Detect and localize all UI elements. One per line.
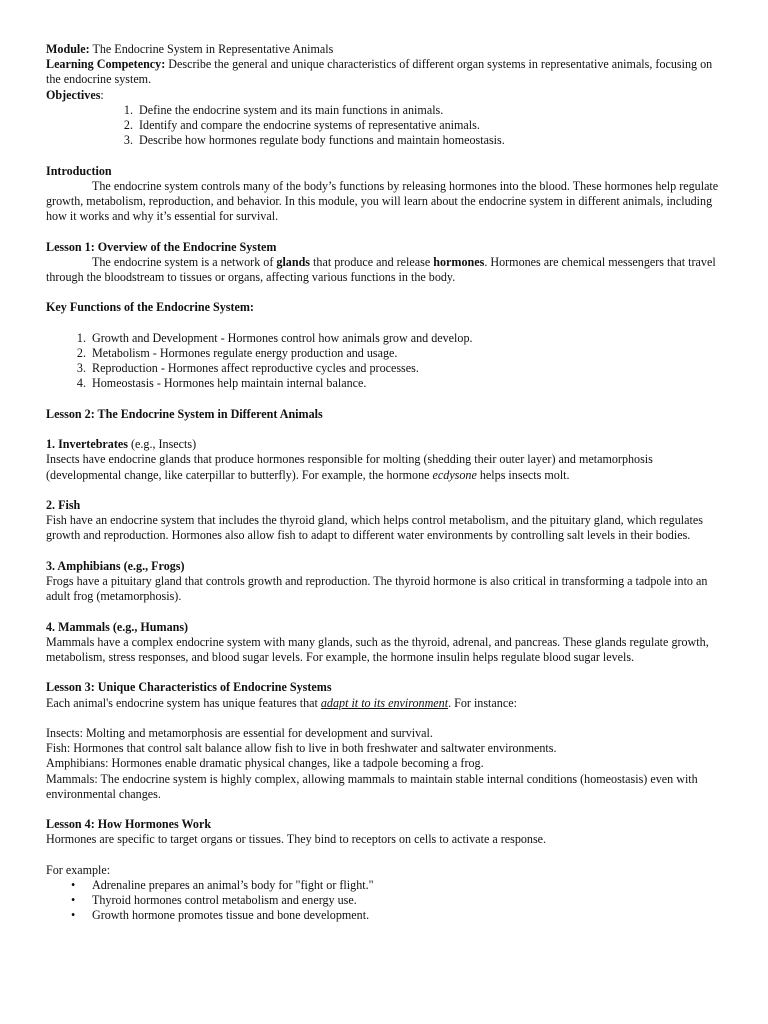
competency-label: Learning Competency: [46, 57, 166, 72]
list-text: Identify and compare the endocrine systems of representative animals. [139, 118, 480, 133]
list-item [46, 878, 722, 893]
list-number: 4. [76, 376, 86, 391]
invertebrates-heading-rest: (e.g., Insects) [127, 437, 197, 452]
list-item [46, 346, 722, 361]
list-text: Describe how hormones regulate body functions and maintain homeostasis. [139, 133, 505, 148]
lesson3-heading [46, 680, 722, 695]
module-line [46, 42, 722, 57]
lesson3-line-amphibians: Amphibians: Hormones enable dramatic physical changes, like a tadpole becoming a frog. [46, 756, 484, 771]
list-text: Growth hormone promotes tissue and bone development. [92, 908, 370, 923]
lesson1-text-2: that produce and release [310, 254, 434, 269]
lesson3-text-1: Each animal's endocrine system has unique features that [46, 695, 321, 710]
key-functions-heading-text: Key Functions of the Endocrine System: [46, 300, 254, 315]
lesson1-bold-hormones: hormones [433, 254, 485, 269]
objectives-list [46, 103, 722, 149]
list-item [46, 361, 722, 376]
list-item [46, 908, 722, 923]
objectives-label: Objectives [46, 87, 101, 102]
lesson1-text-3: . Hormones are chemical messengers that travel through the bloodstream to tissues or organs, affecting various functions in the body. [46, 254, 716, 285]
bullet-icon: • [71, 877, 76, 892]
mammals-heading [46, 620, 722, 635]
lesson4-heading-text: Lesson 4: How Hormones Work [46, 817, 212, 832]
lesson2-heading [46, 407, 722, 422]
list-item [46, 103, 722, 118]
lesson1-heading-text: Lesson 1: Overview of the Endocrine System [46, 239, 277, 254]
list-item [46, 893, 722, 908]
invertebrates-text-1: Insects have endocrine glands that produce hormones responsible for molting (shedding their outer layer) and metamorphosis (developmental change, like caterpillar to butterfly). For example, the hormone [46, 452, 653, 482]
list-text: Adrenaline prepares an animal’s body for "fight or flight." [92, 877, 374, 892]
list-number: 3. [76, 361, 86, 376]
competency-text: Describe the general and unique characteristics of different organ systems in representative animals, focusing on the endocrine system. [46, 57, 713, 87]
intro-heading-text: Introduction [46, 163, 112, 178]
lesson3-line-fish: Fish: Hormones that control salt balance allow fish to live in both freshwater and saltwater environments. [46, 741, 557, 756]
list-number: 1. [76, 330, 86, 345]
lesson4-heading [46, 817, 722, 832]
lesson3-line-insects: Insects: Molting and metamorphosis are essential for development and survival. [46, 725, 433, 740]
list-text: Define the endocrine system and its main functions in animals. [139, 102, 444, 117]
list-text: Homeostasis - Hormones help maintain internal balance. [92, 376, 367, 391]
invertebrates-text-2: helps insects molt. [476, 467, 570, 482]
adapt-environment-link[interactable]: adapt it to its environment [320, 695, 449, 710]
list-number: 3. [123, 133, 133, 148]
key-functions-list [46, 331, 722, 392]
intro-heading [46, 164, 722, 179]
example-bullets [46, 878, 722, 924]
bullet-icon: • [71, 908, 76, 923]
key-functions-heading [46, 300, 722, 315]
mammals-heading-text: 4. Mammals (e.g., Humans) [46, 619, 189, 634]
objectives-colon: : [100, 87, 104, 102]
lesson3-heading-text: Lesson 3: Unique Characteristics of Endocrine Systems [46, 680, 332, 695]
list-number: 1. [123, 102, 133, 117]
invertebrates-heading-bold: 1. Invertebrates [46, 437, 128, 452]
list-item [46, 118, 722, 133]
lesson1-text-1: The endocrine system is a network of [92, 254, 277, 269]
amphibians-heading-text: 3. Amphibians (e.g., Frogs) [46, 558, 185, 573]
amphibians-paragraph: Frogs have a pituitary gland that controls growth and reproduction. The thyroid hormone is also critical in transforming a tadpole into an adult frog (metamorphosis). [46, 573, 708, 604]
list-item [46, 376, 722, 391]
invertebrates-paragraph [46, 452, 722, 482]
example-label: For example: [46, 862, 111, 877]
lesson4-paragraph: Hormones are specific to target organs or tissues. They bind to receptors on cells to activate a response. [46, 832, 547, 847]
mammals-paragraph: Mammals have a complex endocrine system with many glands, such as the thyroid, adrenal, and pancreas. These glands regulate growth, metabolism, stress responses, and blood sugar levels. For example, the hormone insulin helps regulate blood sugar levels. [46, 634, 709, 664]
list-item [46, 133, 722, 148]
objectives-line [46, 88, 722, 103]
competency-line [46, 57, 722, 87]
module-label: Module: [46, 42, 90, 56]
fish-heading-text: 2. Fish [46, 497, 81, 512]
bullet-icon: • [71, 893, 76, 908]
lesson1-bold-glands: glands [276, 254, 311, 269]
list-number: 2. [123, 118, 133, 133]
lesson1-paragraph [46, 255, 722, 285]
lesson2-heading-text: Lesson 2: The Endocrine System in Different Animals [46, 406, 323, 421]
list-number: 2. [76, 346, 86, 360]
list-text: Growth and Development - Hormones control how animals grow and develop. [92, 330, 473, 345]
list-text: Metabolism - Hormones regulate energy production and usage. [92, 346, 398, 360]
fish-heading [46, 498, 722, 513]
list-item [46, 331, 722, 346]
invertebrates-heading [46, 437, 722, 452]
list-text: Thyroid hormones control metabolism and energy use. [92, 893, 357, 908]
lesson3-paragraph [46, 696, 722, 711]
intro-paragraph: The endocrine system controls many of the body’s functions by releasing hormones into the blood. These hormones help regulate growth, metabolism, reproduction, and behavior. In this module, you will learn about the endocrine system in different animals, including how it works and why it’s essential for survival. [46, 178, 719, 224]
lesson3-line-mammals: Mammals: The endocrine system is highly complex, allowing mammals to maintain stable internal conditions (homeostasis) even with environmental changes. [46, 771, 698, 801]
module-title: The Endocrine System in Representative Animals [89, 42, 334, 56]
ecdysone-term: ecdysone [432, 467, 477, 482]
lesson1-heading [46, 240, 722, 255]
fish-paragraph: Fish have an endocrine system that includes the thyroid gland, which helps control metabolism, and the pituitary gland, which regulates growth and reproduction. Hormones also allow fish to adapt to different water environments by controlling salt levels in their bodies. [46, 513, 703, 543]
lesson3-text-2: . For instance: [448, 695, 517, 710]
list-text: Reproduction - Hormones affect reproductive cycles and processes. [92, 361, 419, 376]
amphibians-heading [46, 559, 722, 574]
